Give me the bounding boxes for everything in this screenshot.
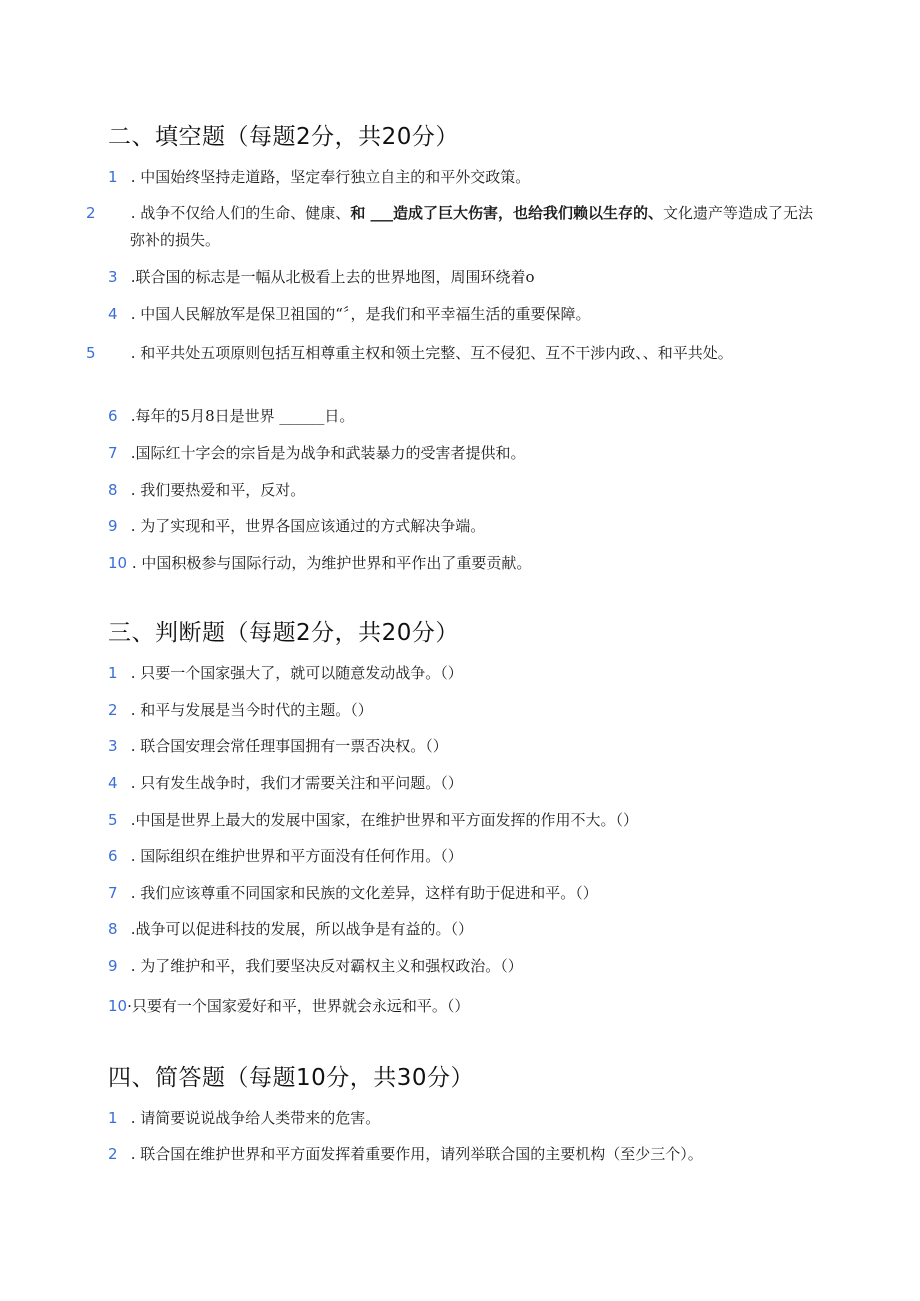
question-text: . 战争不仅给人们的生命、健康、 xyxy=(126,204,351,222)
question-number: 8 xyxy=(108,920,118,938)
question-number: 7 xyxy=(108,444,118,462)
question-item xyxy=(108,403,798,430)
question-text: . 我们应该尊重不同国家和民族的文化差异，这样有助于促进和平。（） xyxy=(126,884,598,902)
question-item xyxy=(86,340,820,367)
question-item xyxy=(108,513,798,540)
question-number: 10 xyxy=(108,997,128,1015)
question-text: .中国是世界上最大的发展中国家，在维护世界和平方面发挥的作用不大。（） xyxy=(126,811,639,829)
question-number: 5 xyxy=(108,811,118,829)
question-item xyxy=(108,843,798,870)
question-item xyxy=(108,264,798,291)
question-item xyxy=(108,1141,798,1168)
question-item xyxy=(108,916,798,943)
question-text: . 为了实现和平，世界各国应该通过的方式解决争端。 xyxy=(126,517,486,535)
question-number: 5 xyxy=(86,344,96,362)
question-text: 文化遗产等造成了无法弥补的损失。 xyxy=(130,204,814,249)
question-number: 6 xyxy=(108,847,118,865)
question-text: . 请简要说说战争给人类带来的危害。 xyxy=(126,1109,381,1127)
question-item xyxy=(108,660,798,687)
question-number: 3 xyxy=(108,737,118,755)
question-number: 4 xyxy=(108,305,118,323)
question-text: . 只有发生战争时，我们才需要关注和平问题。（） xyxy=(126,774,463,792)
question-text: .联合国的标志是一幅从北极看上去的世界地图，周围环绕着o xyxy=(126,268,535,286)
section-title-fill-in: 二、填空题（每题2分，共20分） xyxy=(108,124,459,150)
question-number: 1 xyxy=(108,168,118,186)
question-item xyxy=(108,770,798,797)
question-text: .战争可以促进科技的发展，所以战争是有益的。（） xyxy=(126,920,474,938)
question-number: 2 xyxy=(108,1145,118,1163)
question-item xyxy=(86,200,820,254)
question-item xyxy=(108,550,798,577)
question-number: 2 xyxy=(86,204,96,222)
question-text: . 和平与发展是当今时代的主题。（） xyxy=(126,701,373,719)
question-text: . 中国人民解放军是保卫祖国的“〞，是我们和平幸福生活的重要保障。 xyxy=(126,305,591,323)
question-item xyxy=(108,953,798,980)
question-item xyxy=(108,733,798,760)
question-text: . 国际组织在维护世界和平方面没有任何作用。（） xyxy=(126,847,463,865)
question-text: . 中国始终坚持走道路，坚定奉行独立自主的和平外交政策。 xyxy=(126,168,531,186)
question-number: 2 xyxy=(108,701,118,719)
question-item xyxy=(108,477,798,504)
question-item xyxy=(108,301,798,328)
question-item xyxy=(108,993,798,1020)
section-title-true-false: 三、判断题（每题2分，共20分） xyxy=(108,620,459,646)
question-number: 8 xyxy=(108,481,118,499)
question-text-bold: 和 ___造成了巨大伤害，也给我们赖以生存的、 xyxy=(350,204,664,222)
question-number: 4 xyxy=(108,774,118,792)
question-number: 6 xyxy=(108,407,118,425)
question-number: 7 xyxy=(108,884,118,902)
question-text: . 为了维护和平，我们要坚决反对霸权主义和强权政治。（） xyxy=(126,957,523,975)
question-number: 3 xyxy=(108,268,118,286)
question-number: 10 xyxy=(108,554,128,572)
question-number: 9 xyxy=(108,957,118,975)
question-text: . 和平共处五项原则包括互相尊重主权和领土完整、互不侵犯、互不干涉内政、、和平共处。 xyxy=(126,344,733,362)
question-text: ·只要有一个国家爱好和平，世界就会永远和平。（） xyxy=(127,997,470,1015)
question-item xyxy=(108,440,798,467)
question-text: . 只要一个国家强大了，就可以随意发动战争。（） xyxy=(126,664,463,682)
question-item xyxy=(108,807,798,834)
question-text: .每年的5月8日是世界 ______日。 xyxy=(126,407,355,425)
question-text: . 我们要热爱和平，反对。 xyxy=(126,481,306,499)
question-number: 1 xyxy=(108,1109,118,1127)
question-item xyxy=(108,697,798,724)
question-text: . 联合国安理会常任理事国拥有一票否决权。（） xyxy=(126,737,448,755)
question-item xyxy=(108,880,798,907)
question-text: .国际红十字会的宗旨是为战争和武装暴力的受害者提供和。 xyxy=(126,444,526,462)
question-number: 9 xyxy=(108,517,118,535)
question-text: . 联合国在维护世界和平方面发挥着重要作用，请列举联合国的主要机构（至少三个）。 xyxy=(126,1145,703,1163)
section-title-short-answer: 四、简答题（每题10分，共30分） xyxy=(108,1065,475,1091)
question-item xyxy=(108,164,798,191)
question-text: . 中国积极参与国际行动，为维护世界和平作出了重要贡献。 xyxy=(127,554,532,572)
question-item xyxy=(108,1105,798,1132)
question-number: 1 xyxy=(108,664,118,682)
